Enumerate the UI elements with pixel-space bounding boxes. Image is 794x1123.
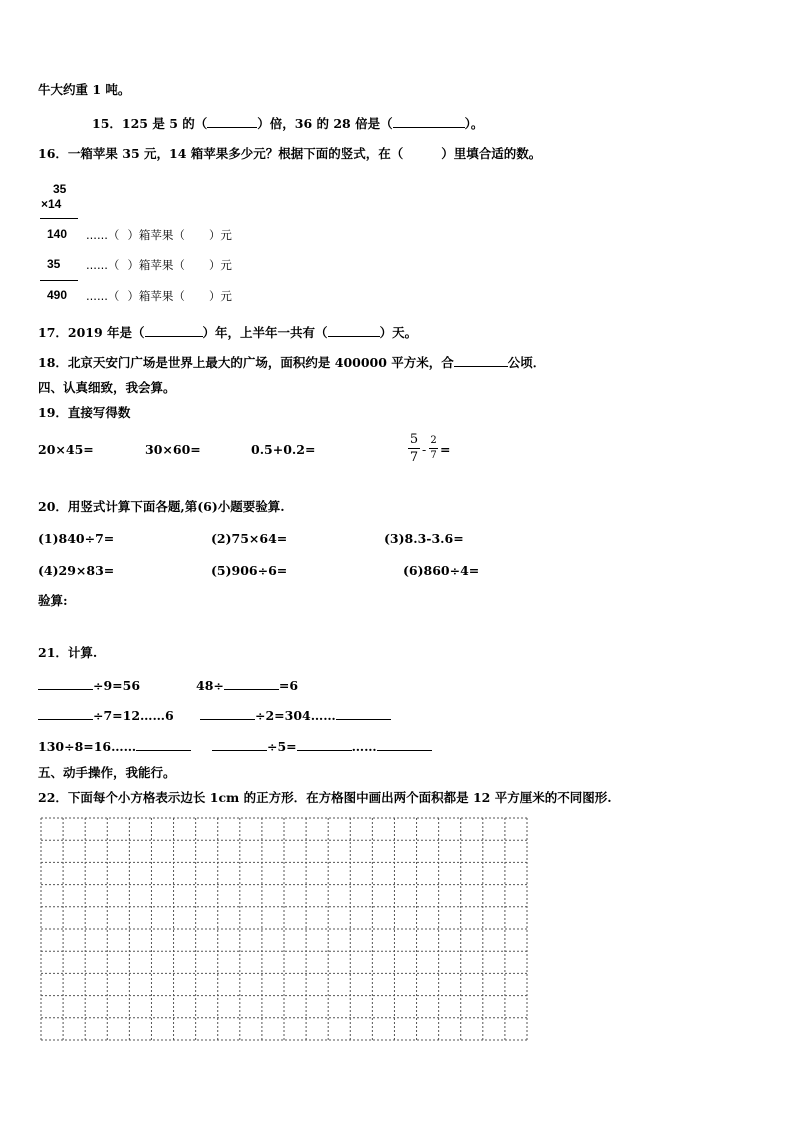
- q18-text-a: 18．北京天安门广场是世界上最大的广场，面积约是 400000 平方米，合: [38, 355, 454, 370]
- q18-text-b: 公顷．: [507, 355, 546, 370]
- vertical-calc-multiplier: ×14: [41, 197, 62, 211]
- vertical-calc-line-1: [40, 218, 78, 219]
- q17-text-c: ）天。: [379, 325, 418, 340]
- q20-item-3: (3)8.3-3.6=: [384, 531, 464, 546]
- q21-blank-9[interactable]: [377, 738, 432, 751]
- vcalc-row-1-mid: ）箱苹果（: [127, 228, 185, 242]
- q15-text-a: 15．125 是 5 的（: [92, 116, 208, 131]
- q21-r1a-text: ÷9=56: [93, 678, 141, 693]
- q18-blank[interactable]: [454, 354, 508, 367]
- q19-item-1: 20×45=: [38, 442, 94, 457]
- vcalc-row-3-mid: ）箱苹果（: [127, 289, 185, 303]
- vcalc-row-3: [86, 288, 232, 304]
- q15-blank-1[interactable]: [207, 115, 257, 128]
- vcalc-row-3-end: ）元: [208, 289, 232, 303]
- q20-item-6: (6)860÷4=: [403, 563, 480, 578]
- vertical-calc-partial-2: 35: [47, 257, 61, 271]
- q17-blank-2[interactable]: [328, 324, 380, 337]
- q17-text-a: 17．2019 年是（: [38, 325, 145, 340]
- q19-fraction-a: [408, 432, 420, 465]
- section-4-title: 四、认真细致，我会算。: [38, 380, 176, 395]
- q21-row-3b: [212, 738, 432, 755]
- vcalc-row-1: [86, 227, 232, 243]
- q21-blank-6[interactable]: [136, 738, 191, 751]
- q19-fraction-b: [429, 435, 438, 462]
- q16-tail: ）里填合适的数。: [441, 146, 542, 161]
- q21-r2b-text: ÷2=304……: [255, 708, 336, 723]
- q21-blank-3[interactable]: [38, 707, 93, 720]
- q21-row-2b: [200, 707, 391, 724]
- question-19: 19．直接写得数: [38, 405, 131, 420]
- q16-text: 16．一箱苹果 35 元，14 箱苹果多少元？根据下面的竖式，在（: [38, 146, 404, 161]
- question-17: [38, 324, 417, 341]
- question-22: 22．下面每个小方格表示边长 1cm 的正方形．在方格图中画出两个面积都是 12 平方厘米的不同图形.: [38, 790, 612, 805]
- question-15: [92, 115, 483, 132]
- q15-text-c: ）。: [464, 116, 484, 131]
- q15-blank-2[interactable]: [393, 115, 465, 128]
- q19-item-3: 0.5+0.2=: [251, 442, 316, 457]
- question-20: 20．用竖式计算下面各题,第(6)小题要验算.: [38, 499, 285, 514]
- vertical-calc-partial-1: 140: [47, 227, 68, 241]
- q20-item-5: (5)906÷6=: [211, 563, 288, 578]
- q14-tail: 牛大约重 1 吨。: [38, 82, 131, 97]
- q20-check-label: 验算:: [38, 593, 68, 608]
- q15-text-b: ）倍，36 的 28 倍是（: [257, 116, 393, 131]
- vcalc-row-1-dots: ......（: [86, 228, 120, 242]
- q21-blank-8[interactable]: [297, 738, 352, 751]
- q20-item-4: (4)29×83=: [38, 563, 115, 578]
- q21-r1c-text: =6: [278, 678, 299, 693]
- vertical-calc-top: 35: [53, 182, 67, 196]
- vcalc-row-2: [86, 257, 232, 273]
- q19-frac-a-num: 5: [409, 432, 419, 447]
- q21-row-2a: [38, 707, 174, 724]
- q20-item-1: (1)840÷7=: [38, 531, 115, 546]
- section-5-title: 五、动手操作，我能行。: [38, 765, 176, 780]
- vcalc-row-2-dots: ......（: [86, 258, 120, 272]
- q21-r1b-text: 48÷: [196, 678, 224, 693]
- q17-text-b: ）年，上半年一共有（: [202, 325, 328, 340]
- q19-item-2: 30×60=: [145, 442, 201, 457]
- q19-frac-a-bar: [408, 448, 420, 449]
- vcalc-row-2-end: ）元: [208, 258, 232, 272]
- question-16: [38, 146, 541, 162]
- q19-equals: =: [440, 442, 451, 457]
- vcalc-row-1-end: ）元: [208, 228, 232, 242]
- vertical-calc-total: 490: [47, 288, 68, 302]
- question-21: 21．计算.: [38, 645, 98, 660]
- q21-blank-4[interactable]: [200, 707, 255, 720]
- q19-frac-b-bar: [429, 448, 438, 449]
- question-18: [38, 354, 545, 371]
- q21-r3b-text: ÷5=: [267, 739, 297, 754]
- q19-frac-a-den: 7: [409, 450, 419, 465]
- q21-blank-5[interactable]: [336, 707, 391, 720]
- q20-item-2: (2)75×64=: [211, 531, 288, 546]
- q21-row-3a: [38, 738, 191, 755]
- vcalc-row-2-mid: ）箱苹果（: [127, 258, 185, 272]
- q21-r2a-text: ÷7=12……6: [93, 708, 174, 723]
- q21-r3c-text: ……: [351, 739, 377, 754]
- q21-blank-7[interactable]: [212, 738, 267, 751]
- q19-frac-b-num: 2: [430, 435, 437, 446]
- q21-row-1b: [196, 677, 298, 694]
- vcalc-row-3-dots: ......（: [86, 289, 120, 303]
- vertical-calc-line-2: [40, 280, 78, 281]
- q17-blank-1[interactable]: [145, 324, 203, 337]
- q19-minus: -: [422, 442, 427, 457]
- square-grid[interactable]: [40, 817, 528, 1041]
- q21-row-1a: [38, 677, 140, 694]
- q21-blank-2[interactable]: [224, 677, 279, 690]
- q21-blank-1[interactable]: [38, 677, 93, 690]
- q21-r3a-text: 130÷8=16……: [38, 739, 137, 754]
- q19-frac-b-den: 7: [430, 450, 437, 461]
